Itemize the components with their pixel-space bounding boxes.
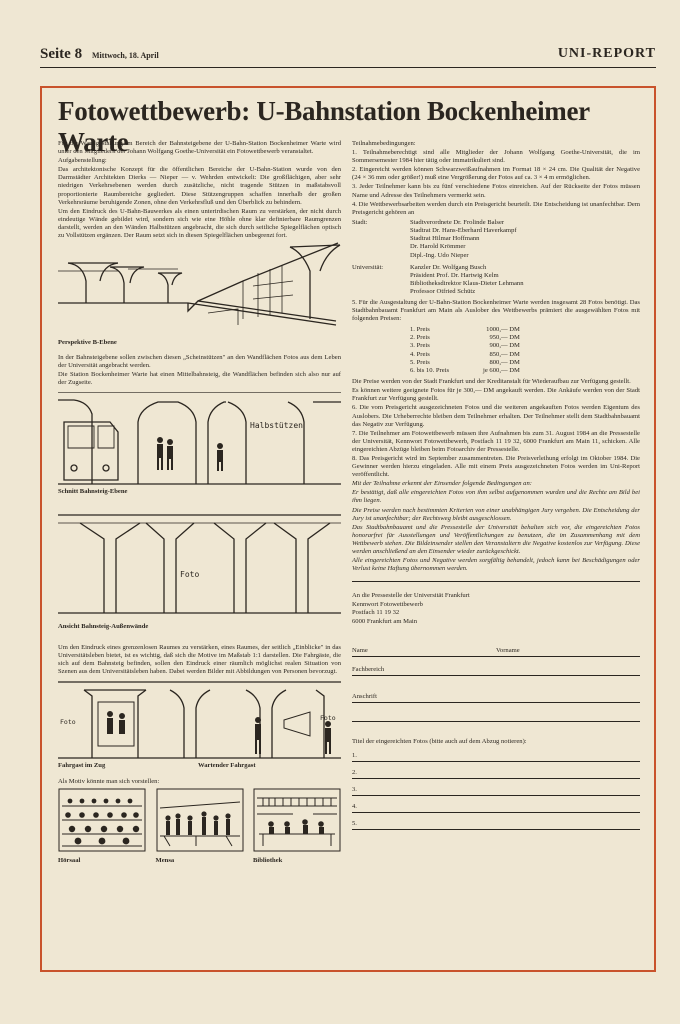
prize-rank: 1. Preis xyxy=(410,325,430,333)
library-sketch xyxy=(253,788,341,852)
name-field[interactable] xyxy=(352,642,640,657)
jury-group-universitaet xyxy=(352,264,640,297)
condition-6: 6. Die vom Preisgericht ausgezeichneten Fotos und die weiteren angekauften Fotos werden Eigentum des Auslobers. Die Urheberrechte bleiben dem Teilnehmer erhalten. Der Teilnehmer stellt dem Stadtbahnbauamt das Negativ zur Verfügung. xyxy=(352,404,640,428)
purchase-text: Es können weitere geeignete Fotos für je 300,— DM angekauft werden. Die Ankäufe werden von der Stadt Frankfurt zur Verfügung gestellt. xyxy=(352,387,640,403)
titles-label: Titel der eingereichten Fotos (bitte auch auf dem Abzug notieren): xyxy=(352,737,527,745)
prize-amount: 1000,— DM xyxy=(486,325,520,333)
motif-bibliothek xyxy=(253,788,341,864)
jury-member: Dipl.-Ing. Udo Nieper xyxy=(410,251,469,259)
caption-section: Schnitt Bahnsteig-Ebene xyxy=(58,487,128,495)
acceptance-usage: Das Stadtbahnbauamt und die Pressestelle der Universität behalten sich vor, die eingereichten Fotos honorarfrei für Ausstellungen und Veröffentlichungen zu benutzen, die im Zusammenhang mit dem Wettbewerb stehen. Die Bildeinsender stellen den Veranstaltern die Negative kostenlos zur Verfügung. Diese werden anschließend an den Einsender wieder zurückgeschickt. xyxy=(352,523,640,556)
acceptance-liability: Alle eingereichten Fotos und Negative werden sorgfältig behandelt, jedoch kann bei Beschädigungen oder Verlust keine Haftung übernommen werden. xyxy=(352,557,640,573)
lecture-hall-sketch xyxy=(58,788,146,852)
motif-row xyxy=(58,788,341,864)
fachbereich-label: Fachbereich xyxy=(352,665,385,673)
caption-passenger-train: Fahrgast im Zug xyxy=(58,761,106,769)
prize-rank: 5. Preis xyxy=(410,358,430,366)
prize-row xyxy=(410,367,524,375)
caption-elevation: Ansicht Bahnsteig-Außenwände xyxy=(58,622,149,630)
name-label: Name xyxy=(352,646,368,654)
coupon-divider xyxy=(352,581,640,582)
page-header xyxy=(40,44,656,68)
station-paragraph: Die Station Bockenheimer Warte hat einen Mittelbahnsteig, die Wandflächen befinden sich also nur auf der Zugseite. xyxy=(58,371,341,387)
address-line: An die Pressestelle der Universität Frankfurt xyxy=(352,592,470,600)
address-line: 6000 Frankfurt am Main xyxy=(352,617,418,625)
acceptance-jury: Die Preise werden nach bestimmten Kriterien von einer unabhängigen Jury vergeben. Die Entscheidung der Jury ist unanfechtbar; der Rechtsweg bleibt ausgeschlossen. xyxy=(352,506,640,522)
anschrift-field[interactable] xyxy=(352,688,640,703)
photo-title-field-3[interactable] xyxy=(352,779,640,796)
condition-3: 3. Jeder Teilnehmer kann bis zu fünf verschiedene Fotos einreichen. Auf der Rückseite der Fotos müssen Name und Adresse des Teilnehmers vermerkt sein. xyxy=(352,183,640,199)
prize-amount: 950,— DM xyxy=(489,334,520,342)
anschrift-field-2[interactable] xyxy=(352,707,640,722)
jury-member: Bibliotheksdirektor Klaus-Dieter Lehmann xyxy=(410,280,524,288)
photo-title-field-4[interactable] xyxy=(352,796,640,813)
issue-date: Mittwoch, 18. April xyxy=(92,51,159,60)
prize-sponsor-text: Die Preise werden von der Stadt Frankfurt und der Kreditanstalt für Wiederaufbau zur Verfügung gestellt. xyxy=(352,378,631,386)
photo-title-field-1[interactable] xyxy=(352,745,640,762)
jury-member: Stadtrat Hilmar Hoffmann xyxy=(410,235,480,243)
section-drawing xyxy=(58,392,341,488)
photo-number: 3. xyxy=(352,785,357,793)
article-title: Fotowettbewerb: U-Bahnstation Bockenheimer Warte xyxy=(58,96,590,157)
foto-label-left: Foto xyxy=(60,717,76,726)
photo-number: 2. xyxy=(352,768,357,776)
acceptance-ownership: Er bestätigt, daß alle eingereichten Fotos von ihm selbst aufgenommen wurden und die Rechte am Bild bei ihm liegen. xyxy=(352,489,640,505)
motif-intro: Als Motiv könnte man sich vorstellen: xyxy=(58,777,160,785)
caption-waiting-passenger: Wartender Fahrgast xyxy=(198,761,256,769)
passenger-captions xyxy=(58,762,341,772)
photo-number: 5. xyxy=(352,819,357,827)
cafeteria-sketch xyxy=(156,788,244,852)
anschrift-label: Anschrift xyxy=(352,692,377,700)
jury-member: Stadtrat Dr. Hans-Eberhard Haverkampf xyxy=(410,227,517,235)
condition-2: 2. Eingereicht werden können Schwarzweißaufnahmen im Format 18 × 24 cm. Die Qualität der Negative (24 × 36 mm oder größer!) muß eine Vergrößerung der Fotos auf ca. 3 × 4 m ermöglichen. xyxy=(352,166,640,182)
prize-amount: 850,— DM xyxy=(489,350,520,358)
publication-name: UNI-REPORT xyxy=(557,46,656,61)
prize-row xyxy=(410,351,524,359)
caption-bibliothek: Bibliothek xyxy=(253,856,283,864)
wall-elevation-drawing xyxy=(58,513,341,623)
concept-paragraph: Das architektonische Konzept für die öffentlichen Bereiche der U-Bahn-Station wurde von den Darmstädter Architekten Dierks — Nieper — v. Wehrden entwickelt: Die großflächigen, aber sehr niedrigen Verkehrsebenen werden durch zusätzliche, nicht tragende Stützen in maßstabsvoll proportionierte Raumbereiche gegliedert. Diese Stützengruppen schaffen innerhalb der großen Verkehrsräume beruhigende Zonen, ohne den Verkehrsfluß und den Überblick zu behindern. xyxy=(58,166,341,206)
left-column xyxy=(58,140,341,864)
prize-rank: 4. Preis xyxy=(410,350,430,358)
motif-mensa xyxy=(156,788,244,864)
right-column xyxy=(352,140,640,830)
perspective-drawing xyxy=(58,241,341,339)
condition-7: 7. Die Teilnehmer am Fotowettbewerb müssen ihre Aufnahmen bis zum 31. August 1984 an die Pressestelle der Universität, Kennwort Fotowettbewerb, Postfach 11 19 32, 6000 Frankfurt am Main 11, schicken. Alle eingereichten Abzüge bleiben beim Fotoarchiv der Pressestelle. xyxy=(352,429,640,453)
jury-table xyxy=(352,219,640,297)
prize-row xyxy=(410,359,524,367)
condition-8: 8. Das Preisgericht wird im September zusammentreten. Die Preisverleihung erfolgt im Oktober 1984. Die Gewinner werden hierzu eingeladen. Alle mit einem Preis ausgezeichneten Fotos werden im Uni-Report veröffentlicht. xyxy=(352,455,640,479)
photo-title-field-2[interactable] xyxy=(352,762,640,779)
jury-group-label: Stadt: xyxy=(352,218,368,226)
caption-hoersaal: Hörsaal xyxy=(58,856,81,864)
platform-paragraph: In der Bahnsteigebene sollen zwischen diesen „Scheinstützen" an den Wandflächen Fotos aus dem Leben der Universität angebracht werden. xyxy=(58,354,341,370)
jury-member: Dr. Harold Krömmer xyxy=(410,243,466,251)
motif-hoersaal xyxy=(58,788,146,864)
prize-amount: 900,— DM xyxy=(489,342,520,350)
task-heading: Aufgabenstellung: xyxy=(58,157,107,165)
photo-number: 1. xyxy=(352,751,357,759)
jury-member: Kanzler Dr. Wolfgang Busch xyxy=(410,263,487,271)
photo-title-field-5[interactable] xyxy=(352,813,640,830)
cave-paragraph: Um den Eindruck des U-Bahn-Bauwerkes als einen unterirdischen Raum zu verstärken, der nicht durch eindeutige Wände gebildet wird, sondern sich wie eine Höhle ohne klar definierbare Raumgrenzen darstellt, werden an den Wänden Halbstützen angebracht, die sich durch seitliche Spiegelflächen optisch zu Vollstützen ergänzen. Der Raum setzt sich in diesen Spiegelflächen unbegrenzt fort. xyxy=(58,207,341,240)
photo-number: 4. xyxy=(352,802,357,810)
page-number: Seite 8 xyxy=(40,46,83,62)
caption-mensa: Mensa xyxy=(155,856,175,864)
conditions-heading: Teilnahmebedingungen: xyxy=(352,140,416,147)
scale-paragraph: Um den Eindruck eines grenzenlosen Raumes zu verstärken, eines Raumes, der seitlich „Einblicke" in das Universitätsleben bietet, ist es wichtig, daß sich die Motive im Maßstab 1:1 darstellen. Die Fahrgäste, die sich auf dem Bahnsteig befinden, sollen den Eindruck einer räumlich möglichst realen Situation von Szenen aus dem Universitätsleben haben. Dabei werden Bilder mit Abbildungen von Personen bevorzugt. xyxy=(58,643,341,675)
jury-group-label: Universität: xyxy=(352,263,384,271)
condition-5: 5. Für die Ausgestaltung der U-Bahn-Station Bockenheimer Warte werden insgesamt 28 Fotos benötigt. Das Stadtbahnbauamt Frankfurt am Main als Auslober des Wettbewerbs prämiert die ausgewählten Fotos mit folgenden Preisen: xyxy=(352,298,640,322)
condition-4: 4. Die Wettbewerbsarbeiten werden durch ein Preisgericht beurteilt. Die Entscheidung ist unanfechtbar. Dem Preisgericht gehören an xyxy=(352,200,640,216)
halbstuetzen-label: Halbstützen xyxy=(250,420,303,430)
mailing-address xyxy=(352,592,640,626)
jury-group-stadt xyxy=(352,219,640,260)
vorname-label: Vorname xyxy=(496,646,520,654)
prize-amount: 800,— DM xyxy=(489,358,520,366)
prize-amount: je 600,— DM xyxy=(483,366,520,374)
fachbereich-field[interactable] xyxy=(352,661,640,676)
jury-member: Präsident Prof. Dr. Hartwig Kelm xyxy=(410,272,499,280)
jury-member: Stadtverordnete Dr. Frolinde Balser xyxy=(410,218,505,226)
address-line: Postfach 11 19 32 xyxy=(352,609,400,617)
prize-row xyxy=(410,342,524,350)
prize-table xyxy=(410,326,524,375)
intro-paragraph: Für die Wandgestaltung im Bereich der Bahnsteigebene der U-Bahn-Station Bockenheimer Warte wird unter den Mitgliedern der Johann Wolfgang Goethe-Universität ein Fotowettbewerb veranstaltet. xyxy=(58,140,341,156)
acceptance-heading: Mit der Teilnahme erkennt der Einsender folgende Bedingungen an: xyxy=(352,480,532,488)
jury-member: Professor Otfried Schütz xyxy=(410,288,476,296)
prize-row xyxy=(410,334,524,342)
prize-row xyxy=(410,326,524,334)
prize-rank: 3. Preis xyxy=(410,342,430,350)
condition-1: 1. Teilnahmeberechtigt sind alle Mitglieder der Johann Wolfgang Goethe-Universität, die im Sommersemester 1984 hier tätig oder immatrikuliert sind. xyxy=(352,149,640,165)
caption-perspective: Perspektive B-Ebene xyxy=(58,339,117,347)
foto-label-right: Foto xyxy=(320,713,336,722)
prize-rank: 2. Preis xyxy=(410,334,430,342)
foto-label: Foto xyxy=(180,569,200,579)
passenger-drawing xyxy=(58,680,341,762)
prize-rank: 6. bis 10. Preis xyxy=(410,366,450,374)
address-line: Kennwort Fotowettbewerb xyxy=(352,600,423,608)
